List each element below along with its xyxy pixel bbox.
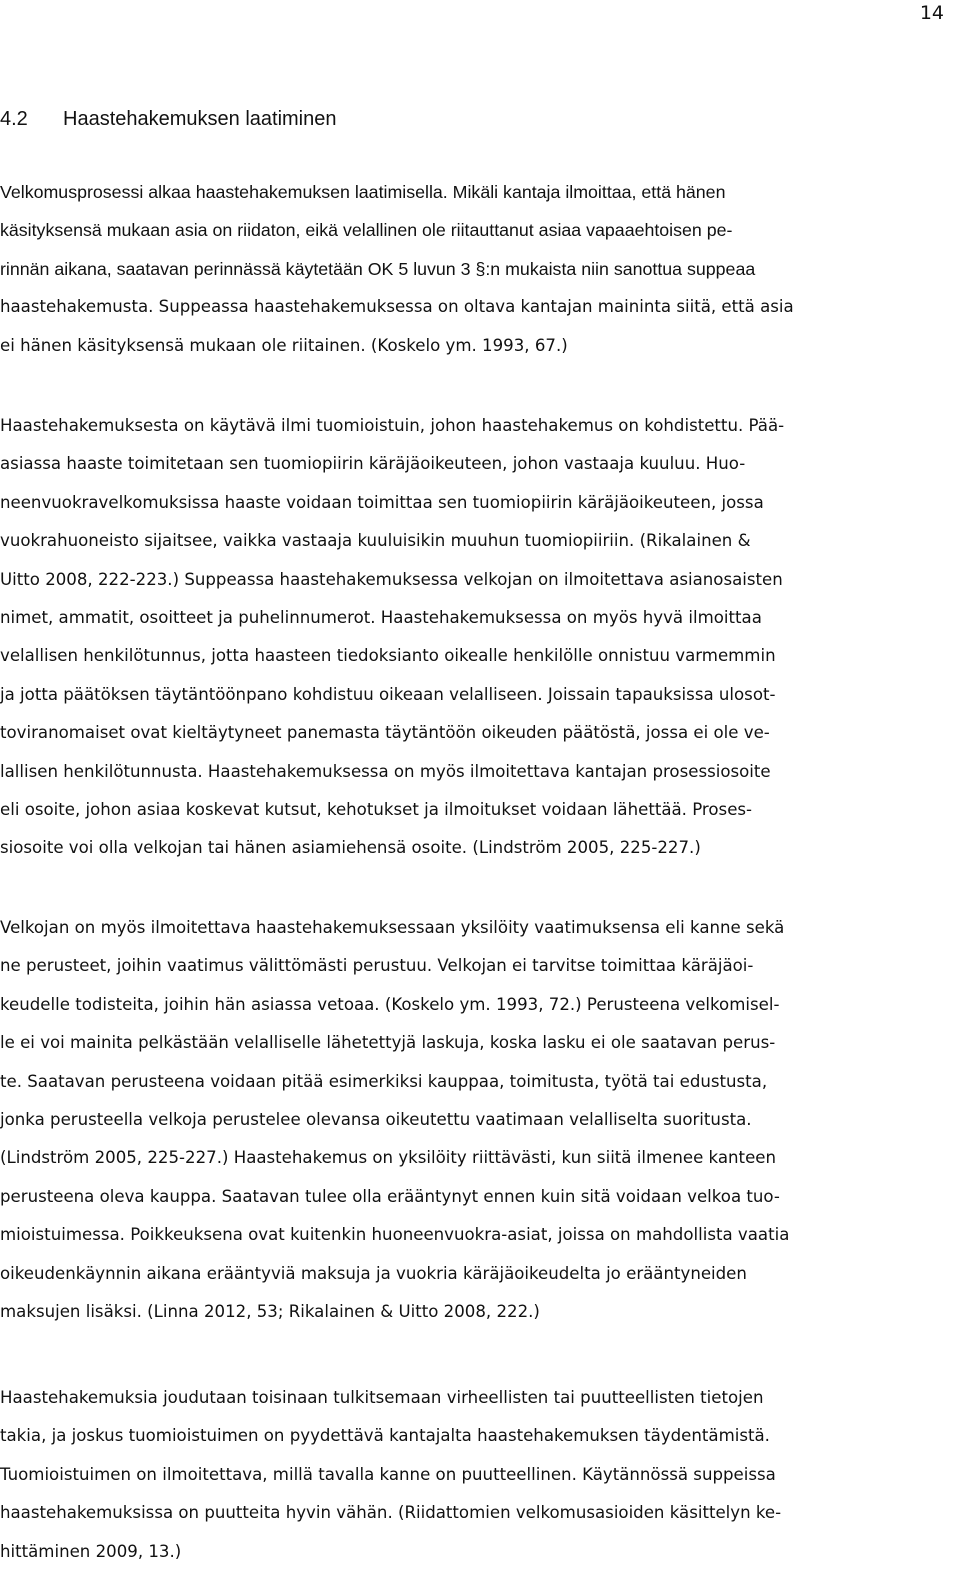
paragraph-line: käsityksensä mukaan asia on riidaton, eikä velallinen ole riitauttanut asiaa vapaaehtoisen pe- <box>0 220 733 241</box>
paragraph-line: ei hänen käsityksensä mukaan ole riitainen. (Koskelo ym. 1993, 67.) <box>0 335 568 355</box>
paragraph-line: toviranomaiset ovat kieltäytyneet panemasta täytäntöön oikeuden päätöstä, jossa ei ole ve- <box>0 723 770 743</box>
paragraph-line: takia, ja joskus tuomioistuimen on pyydettävä kantajalta haastehakemuksen täydentämistä. <box>0 1426 770 1446</box>
paragraph-line: Haastehakemuksesta on käytävä ilmi tuomioistuin, johon haastehakemus on kohdistettu. Pää- <box>0 416 785 435</box>
paragraph-line: keudelle todisteita, joihin hän asiassa vetoaa. (Koskelo ym. 1993, 72.) Perusteena velkomisel- <box>0 994 780 1014</box>
section-number: 4.2 <box>0 108 28 130</box>
paragraph-line: lallisen henkilötunnusta. Haastehakemuksessa on myös ilmoitettava kantajan prosessiosoite <box>0 761 771 781</box>
paragraph-line: vuokrahuoneisto sijaitsee, vaikka vastaaja kuuluisikin muuhun tuomiopiiriin. (Rikalainen & <box>0 531 751 551</box>
paragraph-line: Tuomioistuimen on ilmoitettava, millä tavalla kanne on puutteellinen. Käytännössä suppeissa <box>0 1464 776 1484</box>
paragraph-line: Velkojan on myös ilmoitettava haastehakemuksessaan yksilöity vaatimuksensa eli kanne sekä <box>0 918 785 937</box>
paragraph-line: ne perusteet, joihin vaatimus välittömästi perustuu. Velkojan ei tarvitse toimittaa käräjäoi- <box>0 956 754 976</box>
paragraph-line: jonka perusteella velkoja perustelee olevansa oikeutettu vaatimaan velalliselta suoritusta. <box>0 1110 752 1130</box>
paragraph-line: haastehakemuksissa on puutteita hyvin vähän. (Riidattomien velkomusasioiden käsittelyn ke- <box>0 1503 782 1523</box>
section-title: Haastehakemuksen laatiminen <box>63 108 337 130</box>
paragraph-line: ja jotta päätöksen täytäntöönpano kohdistuu oikeaan velalliseen. Joissain tapauksissa ulosot- <box>0 684 776 704</box>
paragraph-line: oikeudenkäynnin aikana erääntyviä maksuja ja vuokria käräjäoikeudelta jo erääntyneiden <box>0 1263 747 1283</box>
paragraph-line: Haastehakemuksia joudutaan toisinaan tulkitsemaan virheellisten tai puutteellisten tietojen <box>0 1388 764 1407</box>
paragraph-line: Uitto 2008, 222-223.) Suppeassa haastehakemuksessa velkojan on ilmoitettava asianosaisten <box>0 569 783 589</box>
paragraph-4 <box>0 1379 948 1571</box>
paragraph-line: velallisen henkilötunnus, jotta haasteen tiedoksianto oikealle henkilölle onnistuu varmemmin <box>0 646 776 666</box>
paragraph-line: asiassa haaste toimitetaan sen tuomiopiirin käräjäoikeuteen, johon vastaaja kuuluu. Huo- <box>0 454 746 474</box>
paragraph-line: neenvuokravelkomuksissa haaste voidaan toimittaa sen tuomiopiirin käräjäoikeuteen, jossa <box>0 492 764 512</box>
paragraph-line: eli osoite, johon asiaa koskevat kutsut, kehotukset ja ilmoitukset voidaan lähettää. Proses- <box>0 800 753 820</box>
paragraph-line: maksujen lisäksi. (Linna 2012, 53; Rikalainen & Uitto 2008, 222.) <box>0 1302 540 1322</box>
paragraph-line: haastehakemusta. Suppeassa haastehakemuksessa on oltava kantajan maininta siitä, että asia <box>0 297 794 317</box>
paragraph-line: siosoite voi olla velkojan tai hänen asiamiehensä osoite. (Lindström 2005, 225-227.) <box>0 838 701 858</box>
paragraph-line: hittäminen 2009, 13.) <box>0 1541 182 1561</box>
section-heading <box>0 104 337 134</box>
paragraph-2 <box>0 407 948 868</box>
paragraph-line: Velkomusprosessi alkaa haastehakemuksen laatimisella. Mikäli kantaja ilmoittaa, että hänen <box>0 182 726 202</box>
paragraph-1 <box>0 173 948 365</box>
paragraph-line: le ei voi mainita pelkästään velalliselle lähetettyjä laskuja, koska lasku ei ole saatavan perus- <box>0 1033 776 1053</box>
page-number: 14 <box>919 2 944 24</box>
paragraph-line: perusteena oleva kauppa. Saatavan tulee olla erääntynyt ennen kuin sitä voidaan velkoa tuo- <box>0 1186 780 1206</box>
paragraph-line: rinnän aikana, saatavan perinnässä käytetään OK 5 luvun 3 §:n mukaista niin sanottua suppeaa <box>0 258 756 279</box>
paragraph-3 <box>0 909 948 1331</box>
paragraph-line: mioistuimessa. Poikkeuksena ovat kuitenkin huoneenvuokra-asiat, joissa on mahdollista vaatia <box>0 1225 790 1245</box>
paragraph-line: nimet, ammatit, osoitteet ja puhelinnumerot. Haastehakemuksessa on myös hyvä ilmoittaa <box>0 608 762 628</box>
paragraph-line: te. Saatavan perusteena voidaan pitää esimerkiksi kauppaa, toimitusta, työtä tai edustusta, <box>0 1071 768 1091</box>
paragraph-line: (Lindström 2005, 225-227.) Haastehakemus on yksilöity riittävästi, kun siitä ilmenee kanteen <box>0 1148 777 1168</box>
